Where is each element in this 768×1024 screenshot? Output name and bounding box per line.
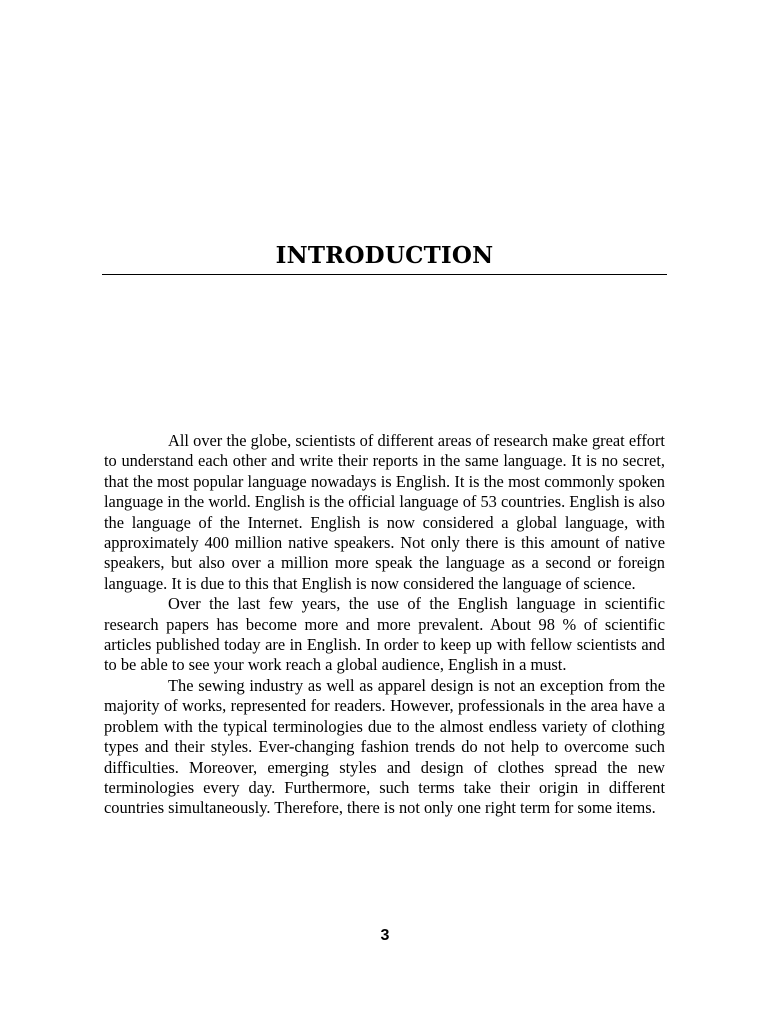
paragraph-2: Over the last few years, the use of the English language in scientific research papers has become more and more prevalent. About 98 % of scientific articles published today are in English. In order to keep up with fellow scientists and to be able to see your work reach a global audience, English in a must. (104, 594, 665, 675)
paragraph-3: The sewing industry as well as apparel design is not an exception from the majority of works, represented for readers. However, professionals in the area have a problem with the typical terminologies due to the almost endless variety of clothing types and their styles. Ever-changing fashion trends do not help to overcome such difficulties. Moreover, emerging styles and design of clothes spread the new terminologies every day. Furthermore, such terms take their origin in different countries simultaneously. Therefore, there is not only one right term for some items. (104, 675, 665, 818)
page-number: 3 (380, 927, 390, 944)
title-underline (102, 274, 667, 275)
page-title: INTRODUCTION (275, 242, 494, 269)
body-text (104, 431, 665, 819)
paragraph-1: All over the globe, scientists of different areas of research make great effort to understand each other and write their reports in the same language. It is no secret, that the most popular language nowadays is English. It is the most commonly spoken language in the world. English is the official language of 53 countries. English is also the language of the Internet. English is now considered a global language, with approximately 400 million native speakers. Not only there is this amount of native speakers, but also over a million more speak the language as a second or foreign language. It is due to this that English is now considered the language of science. (104, 431, 665, 593)
